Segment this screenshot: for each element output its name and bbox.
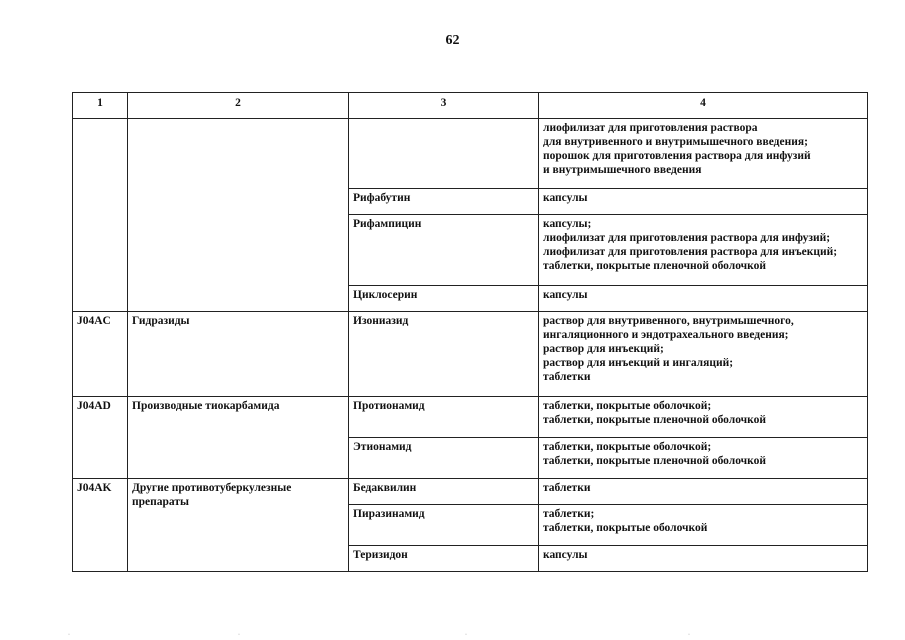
form-line: порошок для приготовления раствора для инфузий xyxy=(543,150,811,162)
form-line: таблетки; xyxy=(543,508,595,520)
form-line: лиофилизат для приготовления раствора для инфузий; xyxy=(543,232,831,244)
drug-table xyxy=(72,92,868,572)
atc-code-cell xyxy=(73,119,128,312)
page-number: 62 xyxy=(445,33,460,48)
drug-cell: Бедаквилин xyxy=(349,479,539,505)
group-cell: Гидразиды xyxy=(128,312,349,397)
atc-code-cell: J04AK xyxy=(73,479,128,572)
group-cell: Производные тиокарбамида xyxy=(128,397,349,479)
form-line: капсулы; xyxy=(543,218,592,230)
drug-cell: Пиразинамид xyxy=(349,505,539,546)
scan-speck: · xyxy=(68,632,70,638)
forms-cell xyxy=(539,397,868,438)
form-line: капсулы xyxy=(543,192,588,204)
atc-code-cell: J04AC xyxy=(73,312,128,397)
drug-cell: Теризидон xyxy=(349,546,539,572)
form-line: таблетки, покрытые пленочной оболочкой xyxy=(543,260,767,272)
table-row xyxy=(73,119,868,189)
form-line: и внутримышечного введения xyxy=(543,164,702,176)
form-line: таблетки xyxy=(543,371,591,383)
form-line: капсулы xyxy=(543,549,588,561)
scan-speck: · xyxy=(465,632,467,638)
table-row xyxy=(73,479,868,505)
group-cell xyxy=(128,119,349,312)
form-line: таблетки, покрытые пленочной оболочкой xyxy=(543,414,767,426)
forms-cell xyxy=(539,479,868,505)
table-row xyxy=(73,312,868,397)
drug-cell: Рифампицин xyxy=(349,215,539,286)
column-header-4: 4 xyxy=(539,93,868,119)
form-line: раствор для инъекций; xyxy=(543,343,664,355)
form-line: таблетки, покрытые оболочкой; xyxy=(543,441,712,453)
form-line: таблетки xyxy=(543,482,591,494)
table-row xyxy=(73,397,868,438)
form-line: таблетки, покрытые пленочной оболочкой xyxy=(543,455,767,467)
form-line: раствор для инъекций и ингаляций; xyxy=(543,357,734,369)
forms-cell xyxy=(539,312,868,397)
drug-cell: Циклосерин xyxy=(349,286,539,312)
form-line: раствор для внутривенного, внутримышечного, xyxy=(543,315,794,327)
form-line: капсулы xyxy=(543,289,588,301)
column-header-1: 1 xyxy=(73,93,128,119)
scan-speck: · xyxy=(688,632,690,638)
atc-code-cell: J04AD xyxy=(73,397,128,479)
form-line: для внутривенного и внутримышечного введения; xyxy=(543,136,808,148)
forms-cell xyxy=(539,189,868,215)
scan-speck: · xyxy=(238,632,240,638)
forms-cell xyxy=(539,505,868,546)
column-header-2: 2 xyxy=(128,93,349,119)
form-line: лиофилизат для приготовления раствора для инъекций; xyxy=(543,246,838,258)
drug-cell: Протионамид xyxy=(349,397,539,438)
drug-cell: Изониазид xyxy=(349,312,539,397)
forms-cell xyxy=(539,215,868,286)
column-header-3: 3 xyxy=(349,93,539,119)
drug-cell: Рифабутин xyxy=(349,189,539,215)
table-header-row xyxy=(73,93,868,119)
group-cell: Другие противотуберкулезные препараты xyxy=(128,479,349,572)
form-line: таблетки, покрытые оболочкой xyxy=(543,522,708,534)
forms-cell xyxy=(539,438,868,479)
forms-cell xyxy=(539,546,868,572)
drug-cell xyxy=(349,119,539,189)
forms-cell xyxy=(539,286,868,312)
forms-cell xyxy=(539,119,868,189)
form-line: ингаляционного и эндотрахеального введения; xyxy=(543,329,789,341)
form-line: таблетки, покрытые оболочкой; xyxy=(543,400,712,412)
drug-cell: Этионамид xyxy=(349,438,539,479)
form-line: лиофилизат для приготовления раствора xyxy=(543,122,758,134)
